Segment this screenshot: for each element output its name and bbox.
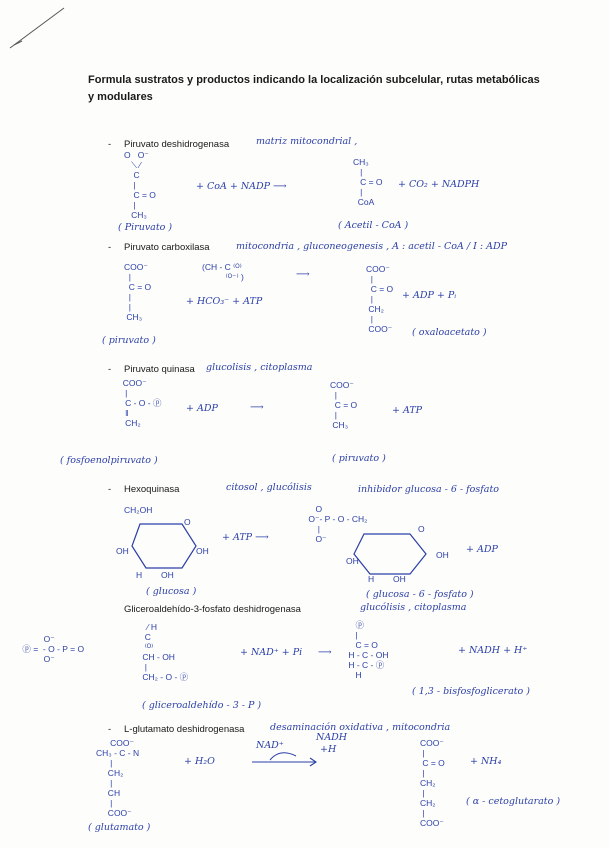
pyruvate-structure: COO⁻ | C = O | CH₃	[330, 380, 358, 430]
substrate-label: ( gliceroaldehído - 3 - P )	[142, 700, 262, 711]
substrate-label: ( piruvato )	[102, 335, 156, 346]
worksheet-title: Formula sustratos y productos indicando la localización subcelular, rutas metabólicas y modulares	[88, 74, 540, 103]
product-label: ( α - cetoglutarato )	[466, 796, 561, 807]
substrate-label: ( glucosa )	[146, 586, 197, 597]
ring-oxygen-label: O	[184, 517, 191, 527]
enzyme-name: Hexoquinasa	[124, 484, 180, 495]
enzyme-name: Piruvato carboxilasa	[124, 242, 210, 253]
inhibitor-note: inhibidor glucosa - 6 - fosfato	[358, 484, 499, 495]
location-note: matriz mitocondrial ,	[256, 136, 358, 147]
section-pyruvate-kinase	[108, 364, 195, 375]
cofactor-out: NADH	[316, 732, 348, 743]
glutamate-structure: COO⁻ CH₃ - C - N | CH₂ | CH | COO⁻	[96, 738, 140, 818]
enzyme-name: L-glutamato deshidrogenasa	[124, 724, 245, 735]
substrate-label: ( glutamato )	[88, 822, 151, 833]
phosphate-definition: O⁻ ⓟ = - O - P = O O⁻	[22, 634, 85, 664]
h-oh-label: H OH	[136, 570, 174, 580]
reaction-products: + ADP	[466, 544, 498, 555]
reaction-products: + ADP + Pᵢ	[402, 290, 457, 301]
ch2oh-label: CH₂OH	[124, 505, 153, 515]
reaction-arrow: ⟶	[318, 647, 332, 658]
bullet-dash: -	[108, 364, 112, 375]
bullet-dash: -	[108, 724, 112, 735]
oh-label: OH	[116, 546, 129, 556]
location-note: citosol , glucólisis	[226, 482, 312, 493]
reaction-arrow: ⟶	[250, 402, 264, 413]
location-note: desaminación oxidativa , mitocondria	[270, 722, 451, 733]
product-label: ( glucosa - 6 - fosfato )	[366, 589, 474, 600]
product-label: ( oxaloacetato )	[412, 327, 487, 338]
h-oh-label: H OH	[368, 574, 406, 584]
reaction-reagents: + ADP	[186, 403, 218, 414]
substrate-label: ( Piruvato )	[118, 222, 173, 233]
pyruvate-structure: O O⁻ ⟍ ⁄ C | C = O | CH₃	[124, 150, 156, 220]
alpha-ketoglutarate-structure: COO⁻ | C = O | CH₂ | CH₂ | COO⁻	[420, 738, 445, 828]
reaction-reagents: + ATP ⟶	[222, 532, 269, 543]
section-glutamate-dehydrogenase	[108, 724, 245, 735]
bpg-structure: ⓟ | C = O H - C - OH H - C - ⓟ H	[348, 620, 389, 680]
pyruvate-structure: COO⁻ | C = O | | CH₃	[124, 262, 152, 322]
g3p-structure: ⁄ H C ⁽ᴼ⁾ CH - OH | CH₂ - O - ⓟ	[142, 622, 189, 682]
location-note: mitocondria , gluconeogenesis , A : acetil - CoA / I : ADP	[236, 241, 507, 252]
product-label: ( Acetil - CoA )	[338, 220, 409, 231]
location-note: glucólisis , citoplasma	[360, 602, 467, 613]
oh-label: OH	[436, 550, 449, 560]
section-hexokinase	[108, 484, 180, 495]
substrate-label: ( fosfoenolpiruvato )	[60, 455, 158, 466]
reaction-products: + NH₄	[470, 756, 502, 767]
reaction-arrow	[250, 752, 322, 766]
oxaloacetate-structure: COO⁻ | C = O | CH₂ | COO⁻	[366, 264, 394, 334]
section-gapdh	[124, 604, 301, 615]
phosphate-group: O O⁻- P - O - CH₂ | O⁻	[308, 504, 368, 544]
oh-label: OH	[346, 556, 359, 566]
reaction-products: + CO₂ + NADPH	[398, 179, 480, 190]
reaction-products: + NADH + H⁺	[458, 645, 528, 656]
carbonate-structure: (CH - C ⁽ᴼ⁾ ⁽ᴼ⁻⁾ )	[202, 262, 244, 282]
product-label: ( piruvato )	[332, 453, 386, 464]
cofactor-h: +H	[320, 744, 337, 755]
bullet-dash: -	[108, 139, 112, 150]
enzyme-name: Gliceroaldehído-3-fosfato deshidrogenasa	[124, 604, 301, 615]
enzyme-name: Piruvato deshidrogenasa	[124, 139, 230, 150]
bullet-dash: -	[108, 484, 112, 495]
reaction-products: + ATP	[392, 405, 423, 416]
section-pyruvate-carboxylase	[108, 242, 210, 253]
acetyl-coa-structure: CH₃ | C = O | CoA	[353, 157, 383, 207]
reaction-reagents: + CoA + NADP ⟶	[196, 181, 287, 192]
pep-structure: COO⁻ | C - O - ⓟ ‖ CH₂	[122, 378, 162, 428]
reaction-arrow: ⟶	[296, 269, 310, 280]
ring-oxygen-label: O	[418, 524, 425, 534]
location-note: glucolisis , citoplasma	[206, 362, 313, 373]
enzyme-name: Piruvato quinasa	[124, 364, 195, 375]
bullet-dash: -	[108, 242, 112, 253]
section-pyruvate-dehydrogenase	[108, 139, 230, 150]
product-label: ( 1,3 - bisfosfoglicerato )	[412, 686, 530, 697]
reaction-reagents: + HCO₃⁻ + ATP	[186, 296, 263, 307]
reaction-reagents: + H₂O	[184, 756, 215, 767]
oh-label: OH	[196, 546, 209, 556]
cofactor-in: NAD⁺	[256, 740, 284, 751]
reaction-reagents: + NAD⁺ + Pi	[240, 647, 303, 658]
g6p-ring	[352, 528, 430, 578]
pencil-mark	[8, 4, 68, 64]
